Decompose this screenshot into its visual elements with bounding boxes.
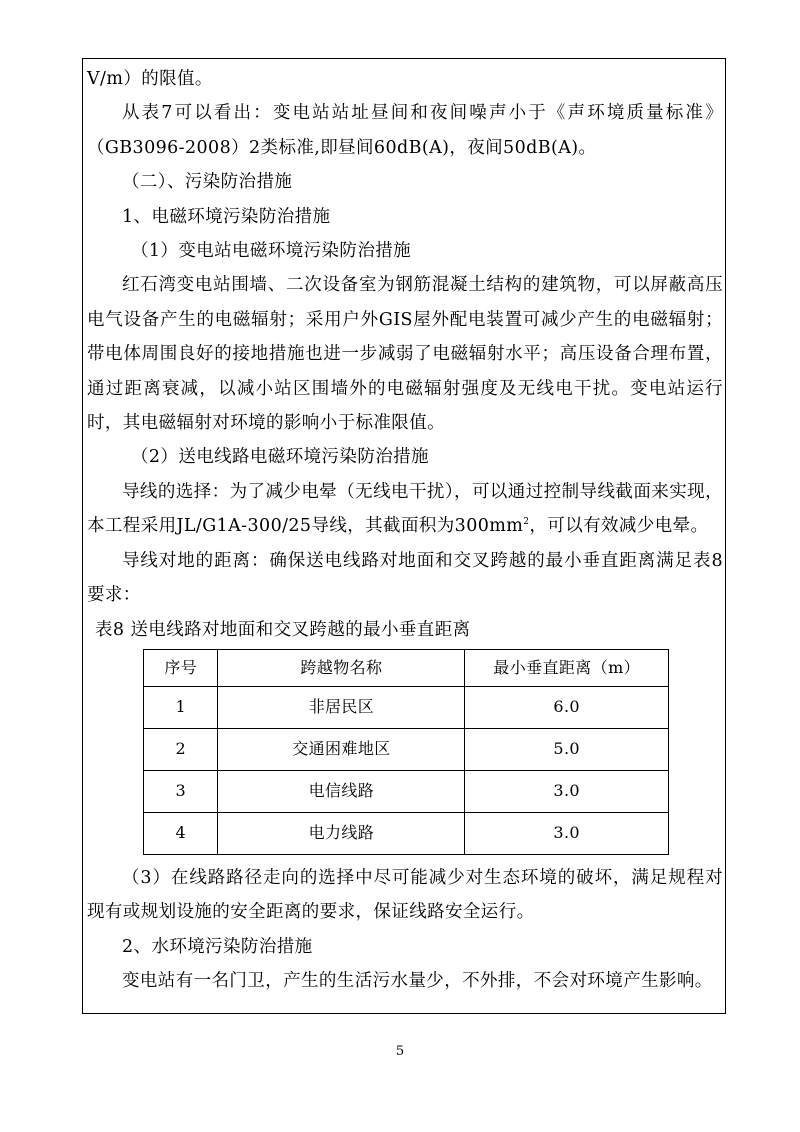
header-crossing-object: 跨越物名称 (218, 649, 465, 686)
table-row (144, 728, 669, 770)
table-row (144, 686, 669, 728)
cell-index: 3 (144, 770, 218, 812)
document-body (87, 62, 723, 999)
cell-distance: 3.0 (465, 812, 669, 854)
page-number: 5 (395, 1044, 405, 1059)
cell-object: 电力线路 (218, 812, 465, 854)
clearance-table (143, 649, 669, 855)
item-heading-1: （1）变电站电磁环境污染防治措施 (131, 241, 412, 262)
paragraph-6: （3）在线路路径走向的选择中尽可能减少对生态环境的破坏，满足规程对现有或规划设施的安全距离的要求，保证线路安全运行。 (87, 867, 723, 923)
paragraph-5: 导线对地的距离：确保送电线路对地面和交叉跨越的最小垂直距离满足表8要求： (87, 550, 723, 606)
cell-index: 1 (144, 686, 218, 728)
cell-object: 电信线路 (218, 770, 465, 812)
cell-distance: 5.0 (465, 728, 669, 770)
paragraph-4-main: 导线的选择：为了减少电晕（无线电干扰），可以通过控制导线截面来实现，本工程采用JL/G1A-300/25导线，其截面积为300mm (87, 481, 723, 537)
cell-index: 4 (144, 812, 218, 854)
cell-distance: 3.0 (465, 770, 669, 812)
table-header-row (144, 649, 669, 686)
paragraph-3: 红石湾变电站围墙、二次设备室为钢筋混凝土结构的建筑物，可以屏蔽高压电气设备产生的电磁辐射；采用户外GIS屋外配电装置可减少产生的电磁辐射；带电体周围良好的接地措施也进一步减弱了电磁辐射水平；高压设备合理布置，通过距离衰减，以减小站区围墙外的电磁辐射强度及无线电干扰。变电站运行时，其电磁辐射对环境的影响小于标准限值。 (87, 275, 723, 434)
paragraph-7: 变电站有一名门卫，产生的生活污水量少，不外排，不会对环境产生影响。 (122, 971, 713, 992)
paragraph-2: 从表7可以看出：变电站站址昼间和夜间噪声小于《声环境质量标准》（GB3096-2008）2类标准,即昼间60dB(A)，夜间50dB(A)。 (87, 103, 723, 158)
subsection-heading-1: 1、电磁环境污染防治措施 (122, 206, 331, 227)
table-row (144, 770, 669, 812)
cell-object: 非居民区 (218, 686, 465, 728)
section-heading-2: （二）、污染防治措施 (122, 172, 293, 193)
header-index: 序号 (144, 649, 218, 686)
superscript-2: 2 (523, 517, 530, 528)
table-row (144, 812, 669, 854)
cell-distance: 6.0 (465, 686, 669, 728)
header-min-distance: 最小垂直距离（m） (465, 649, 669, 686)
table-caption: 表8 送电线路对地面和交叉跨越的最小垂直距离 (95, 619, 471, 640)
cell-index: 2 (144, 728, 218, 770)
subsection-heading-2: 2、水环境污染防治措施 (122, 936, 313, 957)
item-heading-2: （2）送电线路电磁环境污染防治措施 (131, 447, 429, 468)
paragraph-1: V/m）的限值。 (87, 69, 213, 89)
paragraph-4-end: ，可以有效减少电晕。 (529, 516, 709, 537)
cell-object: 交通困难地区 (218, 728, 465, 770)
paragraph-4 (87, 475, 723, 544)
